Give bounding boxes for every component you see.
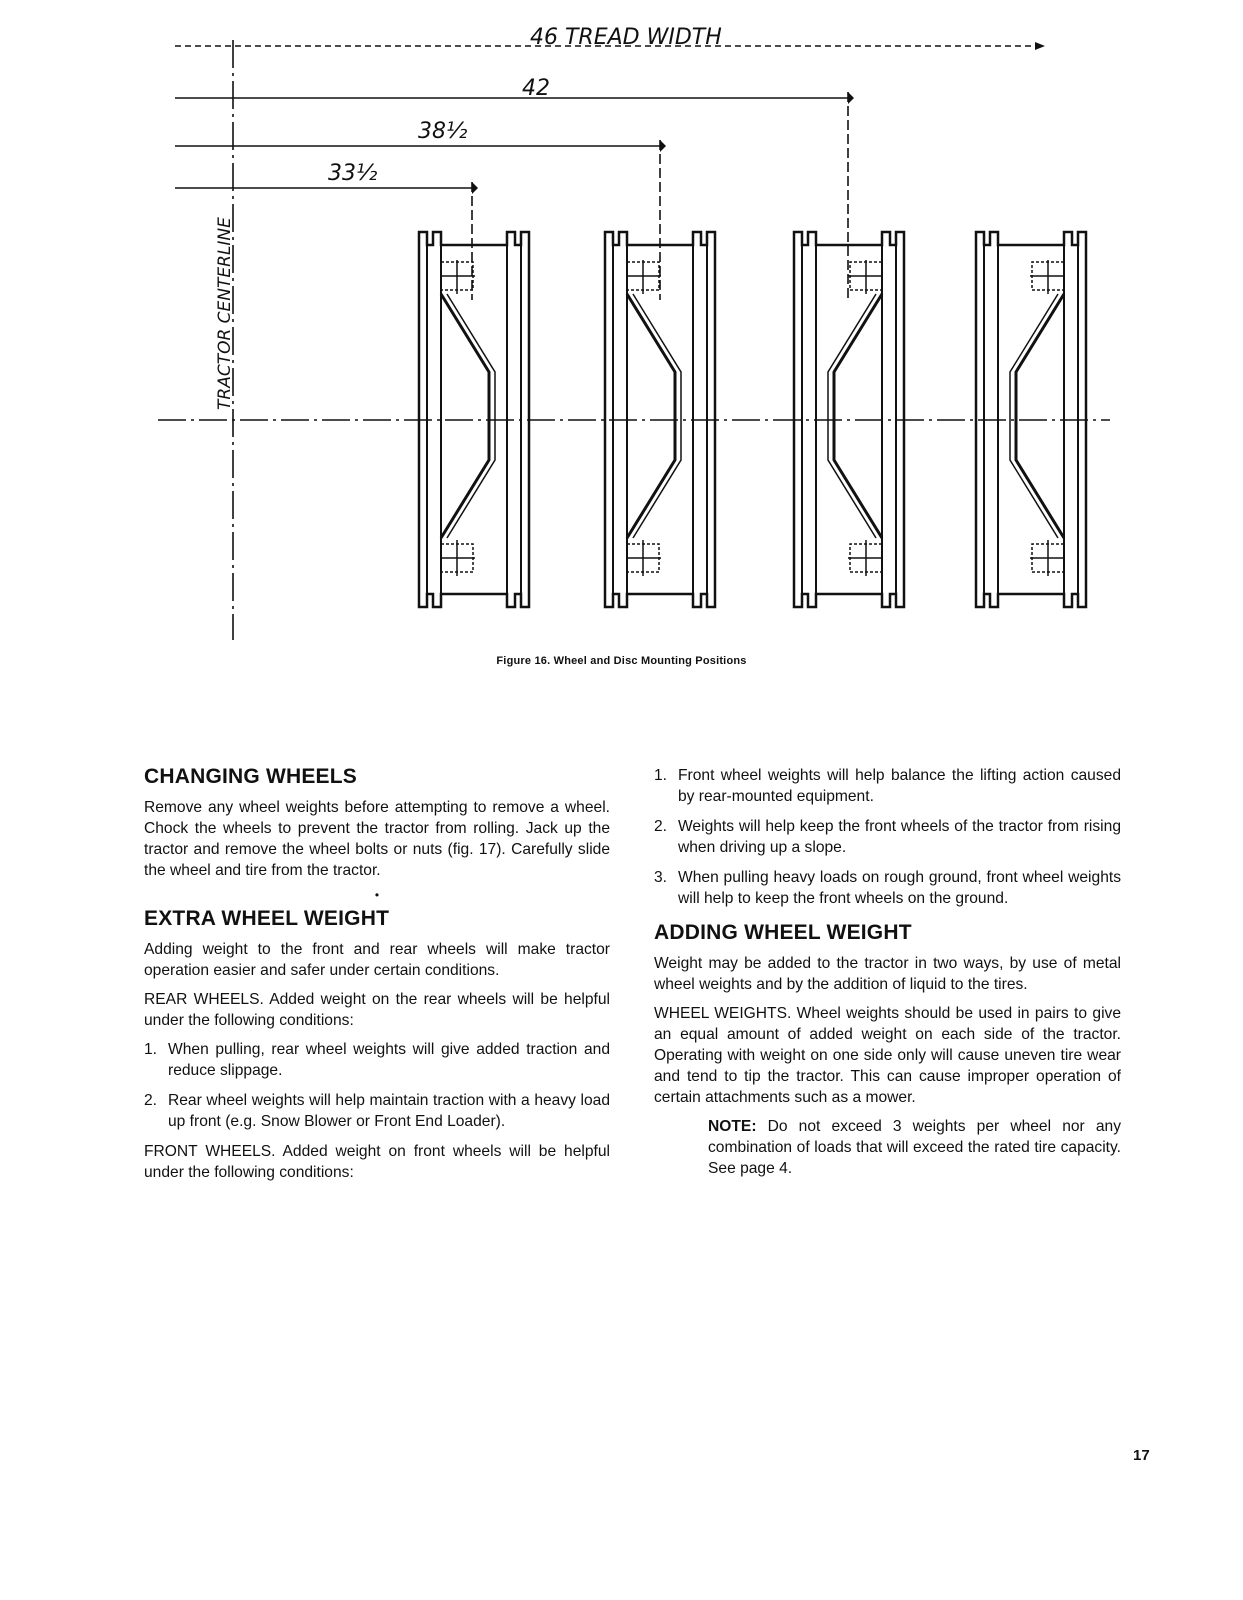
rear-wheels-list <box>144 1039 610 1132</box>
list-item <box>144 1090 610 1132</box>
list-number: 3. <box>654 869 668 886</box>
note-label: NOTE: <box>708 1118 757 1135</box>
note-paragraph <box>708 1116 1121 1179</box>
figure-caption: Figure 16. Wheel and Disc Mounting Positions <box>496 655 747 667</box>
wheel-weights-paragraph: WHEEL WEIGHTS. Wheel weights should be used in pairs to give an equal amount of added weight on each side of the tractor. Operating with weight on one side only will cause uneven tire wear and tend to tip the tractor. This can cause improper operation of certain attachments such as a mower. <box>654 1005 1121 1106</box>
tractor-centerline-label: TRACTOR CENTERLINE <box>215 217 235 410</box>
tread-width-label: 46 TREAD WIDTH <box>530 25 722 50</box>
list-number: 2. <box>144 1092 158 1109</box>
list-text: Weights will help keep the front wheels of the tractor from rising when driving up a slope. <box>678 818 1121 856</box>
rear-wheels-intro: REAR WHEELS. Added weight on the rear wheels will be helpful under the following conditions: <box>144 991 610 1029</box>
bullet-mark: • <box>374 888 380 902</box>
adding-wheel-weight-heading: ADDING WHEEL WEIGHT <box>654 921 912 944</box>
list-text: Rear wheel weights will help maintain traction with a heavy load up front (e.g. Snow Blower or Front End Loader). <box>168 1092 610 1130</box>
dimension-38-label: 38½ <box>418 119 468 144</box>
list-number: 1. <box>654 767 668 784</box>
dimension-33-label: 33½ <box>328 161 378 186</box>
page-number: 17 <box>1133 1447 1150 1464</box>
extra-wheel-weight-intro: Adding weight to the front and rear wheels will make tractor operation easier and safer under certain conditions. <box>144 941 610 979</box>
list-item <box>654 765 1121 807</box>
dimension-42-label: 42 <box>522 76 550 101</box>
list-text: When pulling, rear wheel weights will give added traction and reduce slippage. <box>168 1041 610 1079</box>
changing-wheels-body: Remove any wheel weights before attempting to remove a wheel. Chock the wheels to prevent the tractor from rolling. Jack up the tractor and remove the wheel bolts or nuts (fig. 17). Carefully slide the wheel and tire from the tractor. <box>144 799 610 879</box>
list-number: 1. <box>144 1041 158 1058</box>
left-column <box>144 765 610 1191</box>
front-wheels-list <box>654 765 1121 909</box>
note-text: Do not exceed 3 weights per wheel nor any combination of loads that will exceed the rated tire capacity. See page 4. <box>708 1118 1121 1177</box>
changing-wheels-heading: CHANGING WHEELS <box>144 765 357 788</box>
right-column <box>654 765 1121 1187</box>
list-number: 2. <box>654 818 668 835</box>
list-text: Front wheel weights will help balance the lifting action caused by rear-mounted equipment. <box>678 767 1121 805</box>
wheel-mounting-figure <box>0 0 1243 640</box>
front-wheels-intro: FRONT WHEELS. Added weight on front wheels will be helpful under the following conditions: <box>144 1143 610 1181</box>
list-item <box>654 816 1121 858</box>
list-text: When pulling heavy loads on rough ground, front wheel weights will help to keep the front wheels on the ground. <box>678 869 1121 907</box>
adding-wheel-weight-intro: Weight may be added to the tractor in two ways, by use of metal wheel weights and by the addition of liquid to the tires. <box>654 955 1121 993</box>
list-item <box>144 1039 610 1081</box>
list-item <box>654 867 1121 909</box>
extra-wheel-weight-heading: EXTRA WHEEL WEIGHT <box>144 907 390 930</box>
